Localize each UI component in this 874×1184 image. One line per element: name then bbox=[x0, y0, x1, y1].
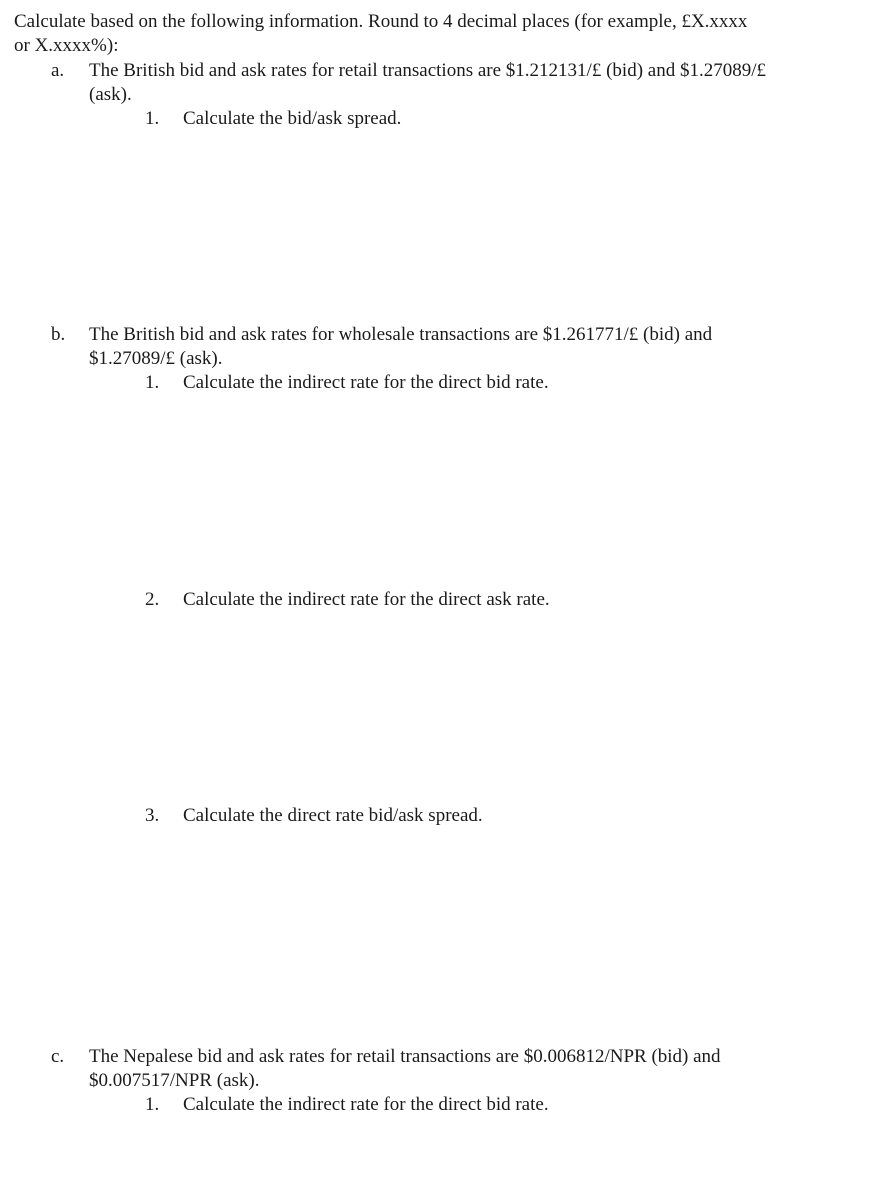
part-a-marker: a. bbox=[51, 60, 65, 81]
part-b-q1-text: Calculate the indirect rate for the direct bid rate. bbox=[183, 372, 549, 393]
part-c-q1-text: Calculate the indirect rate for the direct bid rate. bbox=[183, 1094, 549, 1115]
intro-line-2: or X.xxxx%): bbox=[14, 35, 119, 56]
part-c-line-1: The Nepalese bid and ask rates for retail transactions are $0.006812/NPR (bid) and bbox=[89, 1046, 721, 1067]
part-b-q2-number: 2. bbox=[145, 589, 160, 610]
part-b-q1-number: 1. bbox=[145, 372, 160, 393]
part-a-q1-text: Calculate the bid/ask spread. bbox=[183, 108, 402, 129]
part-a-q1-number: 1. bbox=[145, 108, 160, 129]
part-b-q3-text: Calculate the direct rate bid/ask spread. bbox=[183, 805, 483, 826]
part-a-line-2: (ask). bbox=[89, 84, 132, 105]
part-c-marker: c. bbox=[51, 1046, 65, 1067]
part-b-marker: b. bbox=[51, 324, 66, 345]
part-b-q2-text: Calculate the indirect rate for the direct ask rate. bbox=[183, 589, 550, 610]
part-c-line-2: $0.007517/NPR (ask). bbox=[89, 1070, 260, 1091]
part-a-line-1: The British bid and ask rates for retail transactions are $1.212131/£ (bid) and $1.27089/£ bbox=[89, 60, 766, 81]
part-b-q3-number: 3. bbox=[145, 805, 160, 826]
part-b-line-1: The British bid and ask rates for wholesale transactions are $1.261771/£ (bid) and bbox=[89, 324, 713, 345]
intro-line-1: Calculate based on the following information. Round to 4 decimal places (for example, £X.xxxx bbox=[14, 11, 748, 32]
part-c-q1-number: 1. bbox=[145, 1094, 160, 1115]
part-b-line-2: $1.27089/£ (ask). bbox=[89, 348, 223, 369]
